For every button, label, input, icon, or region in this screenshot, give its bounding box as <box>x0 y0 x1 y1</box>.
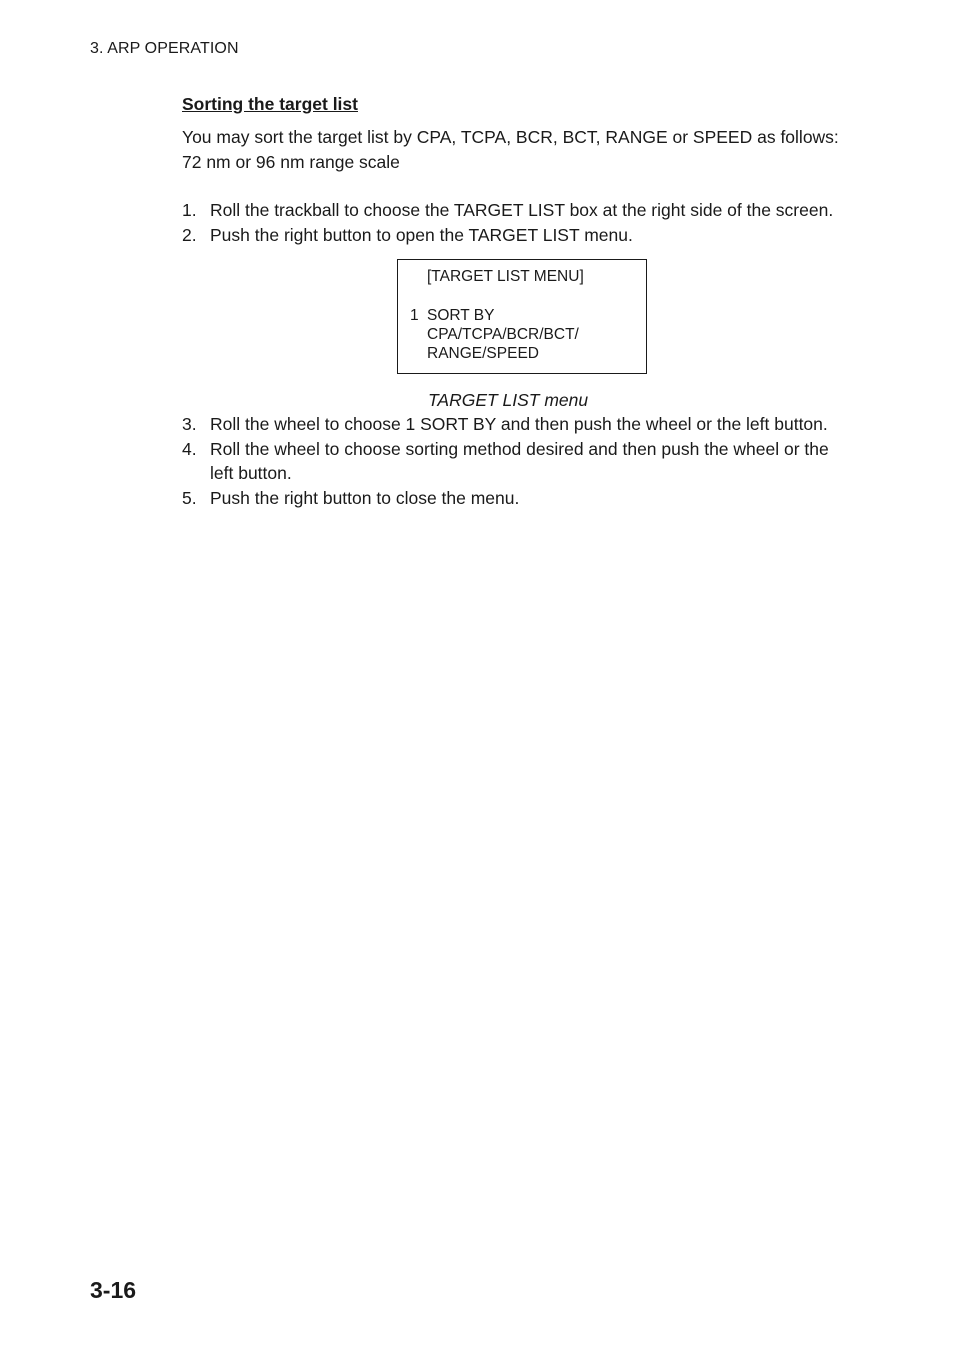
menu-item-line: RANGE/SPEED <box>427 345 539 362</box>
menu-title: [TARGET LIST MENU] <box>427 268 584 285</box>
figure-caption: TARGET LIST menu <box>428 390 589 410</box>
steps-list-first <box>182 198 842 247</box>
step-text: Push the right button to close the menu. <box>210 487 520 508</box>
page-content <box>182 93 842 510</box>
step-number: 1. <box>182 200 197 220</box>
page-number: 3-16 <box>90 1277 137 1303</box>
target-list-menu-figure <box>397 259 842 412</box>
menu-item-line: SORT BY <box>427 307 495 324</box>
step-number: 5. <box>182 487 197 508</box>
step-text: Roll the trackball to choose the TARGET LIST box at the right side of the screen. <box>210 200 834 220</box>
list-item <box>182 437 842 486</box>
list-item <box>182 486 842 511</box>
section-heading: Sorting the target list <box>182 94 358 114</box>
target-list-menu-box <box>397 259 647 374</box>
menu-item-line: CPA/TCPA/BCR/BCT/ <box>427 326 579 343</box>
step-text: Roll the wheel to choose 1 SORT BY and then push the wheel or the left button. <box>210 414 828 434</box>
list-item <box>182 223 842 248</box>
step-text: Push the right button to open the TARGET LIST menu. <box>210 224 633 245</box>
list-item <box>182 198 842 223</box>
step-text: Roll the wheel to choose sorting method desired and then push the wheel or the left button. <box>210 438 829 483</box>
steps-list-second <box>182 412 842 510</box>
step-number: 3. <box>182 414 197 434</box>
menu-item-sort-by <box>427 306 637 363</box>
menu-item-number: 1 <box>410 307 419 324</box>
step-number: 4. <box>182 438 197 459</box>
intro-paragraph: You may sort the target list by CPA, TCPA, BCR, BCT, RANGE or SPEED as follows: 72 nm or 96 nm range scale <box>182 127 839 172</box>
list-item <box>182 412 842 437</box>
running-header: 3. ARP OPERATION <box>90 40 239 57</box>
step-number: 2. <box>182 224 197 245</box>
